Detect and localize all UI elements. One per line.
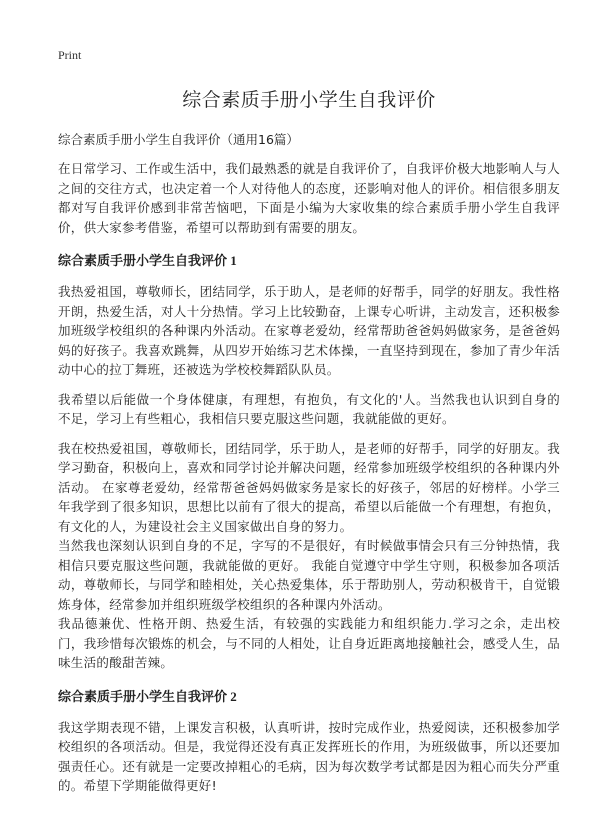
document-subtitle: 综合素质手册小学生自我评价（通用16篇） <box>58 132 299 147</box>
section-1-paragraph-5: 我品德兼优、性格开朗、热爱生活，有较强的实践能力和组织能力.学习之余，走出校门，我珍惜每次锻炼的机会，与不同的人相处，让自身近距离地接触社会，感受人生，品味生活的酸甜苦辣。 <box>58 616 560 670</box>
section-1-paragraph-4: 当然我也深刻认识到自身的不足，字写的不是很好，有时候做事情会只有三分钟热情，我相信只要克服这些问题，我就能做的更好。 我能自觉遵守中学生守则，积极参加各项活动，尊敬师长，与同学和睦相处，关心热爱集体，乐于帮助别人，劳动积极肯干，自觉锻炼身体，经常参加并组织班级学校组织的各种课内外活动。 <box>58 538 560 612</box>
print-link[interactable]: Print <box>58 48 82 62</box>
section-heading-text: 综合素质手册小学生自我评价 <box>58 254 228 269</box>
section-number: 1 <box>230 253 237 268</box>
section-number: 2 <box>230 688 237 704</box>
section-heading-1 <box>58 251 560 272</box>
section-2-paragraph-1: 我这学期表现不错，上课发言积极，认真听讲，按时完成作业，热爱阅读，还积极参加学校组织的各项活动。但是，我觉得还没有真正发挥班长的作用，为班级做事，所以还要加强责任心。还有就是一定要改掉粗心的毛病，因为每次数学考试都是因为粗心而失分严重的。希望下学期能做得更好! <box>58 719 560 793</box>
section-1-paragraph-2: 我希望以后能做一个身体健康，有理想，有抱负，有文化的'人。当然我也认识到自身的不足，学习上有些粗心，我相信只要克服这些问题，我就能做的更好。 <box>58 391 560 426</box>
intro-paragraph: 在日常学习、工作或生活中，我们最熟悉的就是自我评价了，自我评价极大地影响人与人之间的交往方式，也决定着一个人对待他人的态度，还影响对他人的评价。相信很多朋友都对写自我评价感到非常苦恼吧，下面是小编为大家收集的综合素质手册小学生自我评价，供大家参考借鉴，希望可以帮助到有需要的朋友。 <box>58 161 560 235</box>
page-title: 综合素质手册小学生自我评价 <box>182 89 436 111</box>
section-1-paragraph-3: 我在校热爱祖国，尊敬师长，团结同学，乐于助人，是老师的好帮手，同学的好朋友。我学习勤奋，积极向上，喜欢和同学讨论并解决问题，经常参加班级学校组织的各种课内外活动。 在家尊老爱幼，经常帮爸爸妈妈做家务是家长的好孩子，邻居的好榜样。小学三年我学到了很多知识，思想比以前有了很大的提高，希望以后能做一个有理想，有抱负，有文化的人，为建设社会主义国家做出自身的努力。 <box>58 440 560 534</box>
section-1-paragraph-1: 我热爱祖国，尊敬师长，团结同学，乐于助人，是老师的好帮手，同学的好朋友。我性格开朗，热爱生活，对人十分热情。学习上比较勤奋，上课专心听讲，主动发言，还积极参加班级学校组织的各种课内外活动。在家尊老爱幼，经常帮助爸爸妈妈做家务，是爸爸妈妈的好孩子。我喜欢跳舞，从四岁开始练习艺术体操，一直坚持到现在，参加了青少年活动中心的拉丁舞班，还被选为学校校舞蹈队队员。 <box>58 284 560 377</box>
section-heading-2 <box>58 687 560 708</box>
section-heading-text: 综合素质手册小学生自我评价 <box>58 689 228 705</box>
